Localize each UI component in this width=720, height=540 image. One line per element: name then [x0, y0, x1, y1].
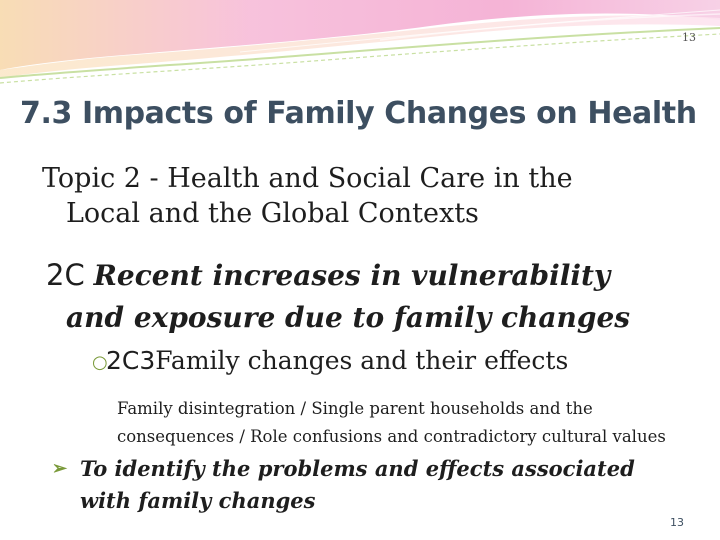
slide-number-bottom: 13 — [670, 516, 684, 529]
topic-line-2: Local and the Global Contexts — [66, 198, 479, 229]
item-text: Family changes and their effects — [155, 346, 569, 375]
topic-heading — [42, 161, 712, 231]
subtopic-line-2: and exposure due to family changes — [66, 301, 631, 334]
topic-line-1: Topic 2 - Health and Social Care in the — [42, 163, 573, 194]
objective — [52, 453, 692, 517]
subtopic-2c — [46, 254, 716, 339]
item-2c3 — [92, 346, 568, 375]
bullet-icon: ○ — [92, 352, 108, 373]
subtopic-code: 2C — [46, 258, 85, 292]
detail-text: Family disintegration / Single parent households and the consequences / Role confusions and contradictory cultural values — [117, 399, 666, 446]
objective-text: To identify the problems and effects associated with family changes — [80, 456, 635, 513]
arrow-bullet-icon: ➢ — [52, 458, 68, 479]
decorative-banner — [0, 0, 720, 95]
slide-number-top: 13 — [682, 31, 696, 44]
subtopic-line-1: Recent increases in vulnerability — [93, 259, 611, 292]
slide-title: 7.3 Impacts of Family Changes on Health — [20, 96, 697, 131]
item-code: 2C3 — [106, 346, 156, 375]
